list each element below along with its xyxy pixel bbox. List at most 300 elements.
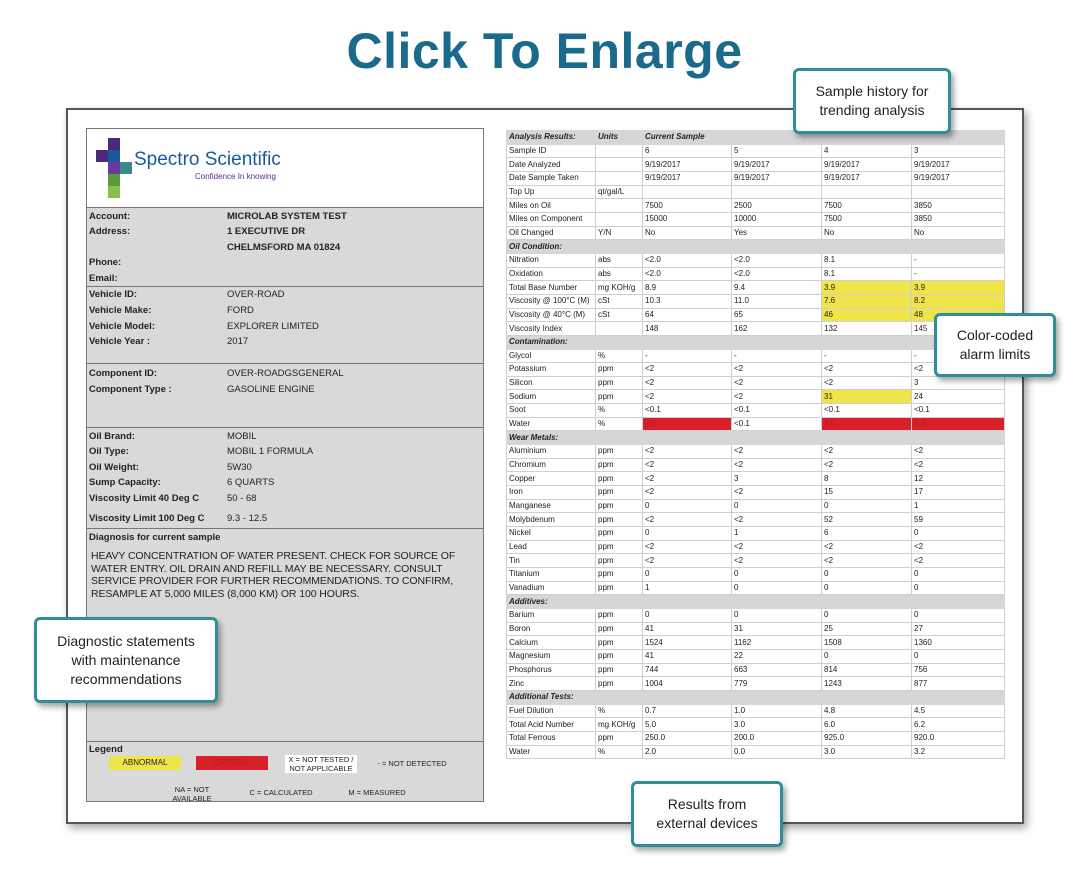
- parameter-cell: Manganese: [507, 499, 596, 513]
- value-cell: <2: [732, 363, 822, 377]
- value-cell: 0: [732, 581, 822, 595]
- value-cell: <0.1: [732, 417, 822, 431]
- value-cell: 15000: [643, 212, 732, 226]
- table-section-row: [507, 240, 1005, 254]
- address-label: Address:: [89, 226, 131, 237]
- value-cell: 3850: [912, 212, 1005, 226]
- parameter-cell: Tin: [507, 554, 596, 568]
- parameter-cell: Oil Changed: [507, 226, 596, 240]
- phone-label: Phone:: [89, 257, 122, 268]
- value-cell: 1508: [822, 636, 912, 650]
- unit-cell: ppm: [596, 445, 643, 459]
- unit-cell: ppm: [596, 677, 643, 691]
- value-cell: -: [912, 267, 1005, 281]
- divider: [87, 741, 483, 742]
- value-cell: <2: [732, 458, 822, 472]
- value-cell: 10000: [732, 212, 822, 226]
- value-cell: <2: [912, 445, 1005, 459]
- unit-cell: ppm: [596, 472, 643, 486]
- unit-cell: [596, 212, 643, 226]
- value-cell: <2.0: [643, 253, 732, 267]
- value-cell: <2: [643, 472, 732, 486]
- table-row: [507, 581, 1005, 595]
- parameter-cell: Vanadium: [507, 581, 596, 595]
- parameter-cell: Viscosity @ 40°C (M): [507, 308, 596, 322]
- value-cell: <2: [912, 363, 1005, 377]
- value-cell: 9/19/2017: [822, 158, 912, 172]
- value-cell: 0: [732, 499, 822, 513]
- value-cell: 145: [912, 322, 1005, 336]
- value-cell: 3.2: [912, 417, 1005, 431]
- table-row: [507, 376, 1005, 390]
- value-cell: <2: [643, 554, 732, 568]
- value-cell: 3: [912, 376, 1005, 390]
- value-cell: 24: [912, 390, 1005, 404]
- headline[interactable]: Click To Enlarge: [346, 23, 743, 79]
- vehicle-model-value: EXPLORER LIMITED: [227, 321, 319, 332]
- unit-cell: ppm: [596, 581, 643, 595]
- parameter-cell: Fuel Dilution: [507, 704, 596, 718]
- company-logo: [87, 129, 483, 208]
- value-cell: <2: [822, 445, 912, 459]
- divider: [87, 427, 483, 428]
- table-row: [507, 267, 1005, 281]
- value-cell: 0: [643, 527, 732, 541]
- value-cell: 250.0: [643, 731, 732, 745]
- value-cell: 1524: [643, 636, 732, 650]
- table-row: [507, 499, 1005, 513]
- unit-cell: ppm: [596, 568, 643, 582]
- value-cell: 4.5: [912, 704, 1005, 718]
- logo-tagline: Confidence In knowing: [195, 172, 276, 181]
- parameter-cell: Iron: [507, 486, 596, 500]
- table-row: [507, 171, 1005, 185]
- value-cell: No: [643, 226, 732, 240]
- table-row: [507, 636, 1005, 650]
- value-cell: 162: [732, 322, 822, 336]
- value-cell: 3: [912, 144, 1005, 158]
- account-value: MICROLAB SYSTEM TEST: [227, 211, 347, 222]
- value-cell: <2: [732, 390, 822, 404]
- table-row: [507, 417, 1005, 431]
- parameter-cell: Viscosity @ 100°C (M): [507, 294, 596, 308]
- value-cell: 3.0: [822, 745, 912, 759]
- vehicle-make-label: Vehicle Make:: [89, 305, 152, 316]
- parameter-cell: Nickel: [507, 527, 596, 541]
- parameter-cell: Aluminium: [507, 445, 596, 459]
- vehicle-id-label: Vehicle ID:: [89, 289, 138, 300]
- value-cell: <2: [643, 486, 732, 500]
- value-cell: 200.0: [732, 731, 822, 745]
- unit-cell: ppm: [596, 499, 643, 513]
- value-cell: 3.9: [822, 281, 912, 295]
- table-row: [507, 608, 1005, 622]
- unit-cell: mg KOH/g: [596, 718, 643, 732]
- unit-cell: cSt: [596, 294, 643, 308]
- value-cell: 48: [912, 308, 1005, 322]
- value-cell: <2: [822, 540, 912, 554]
- value-cell: 9.4: [732, 281, 822, 295]
- parameter-cell: Glycol: [507, 349, 596, 363]
- value-cell: 10.3: [643, 294, 732, 308]
- logo-square: [108, 150, 120, 162]
- value-cell: <2: [643, 540, 732, 554]
- parameter-cell: Barium: [507, 608, 596, 622]
- unit-cell: ppm: [596, 390, 643, 404]
- parameter-cell: Miles on Component: [507, 212, 596, 226]
- sump-capacity-value: 6 QUARTS: [227, 477, 275, 488]
- parameter-cell: Total Base Number: [507, 281, 596, 295]
- value-cell: 3: [732, 472, 822, 486]
- value-cell: 1004: [643, 677, 732, 691]
- value-cell: <2: [732, 554, 822, 568]
- value-cell: <2: [822, 363, 912, 377]
- unit-cell: %: [596, 417, 643, 431]
- email-label: Email:: [89, 273, 118, 284]
- value-cell: 5.0: [643, 718, 732, 732]
- legend-title: Legend: [89, 744, 123, 755]
- table-row: [507, 458, 1005, 472]
- parameter-cell: Oxidation: [507, 267, 596, 281]
- oil-weight-label: Oil Weight:: [89, 462, 139, 473]
- unit-cell: [596, 158, 643, 172]
- parameter-cell: Miles on Oil: [507, 199, 596, 213]
- table-row: [507, 144, 1005, 158]
- unit-cell: ppm: [596, 486, 643, 500]
- value-cell: <2.0: [732, 267, 822, 281]
- value-cell: 25: [822, 622, 912, 636]
- value-cell: 0: [822, 568, 912, 582]
- section-label: Additional Tests:: [507, 690, 1005, 704]
- unit-cell: [596, 322, 643, 336]
- value-cell: 9/19/2017: [732, 171, 822, 185]
- value-cell: 0: [912, 608, 1005, 622]
- parameter-cell: Chromium: [507, 458, 596, 472]
- table-row: [507, 212, 1005, 226]
- oil-weight-value: 5W30: [227, 462, 252, 473]
- value-cell: 8.9: [643, 281, 732, 295]
- table-row: [507, 527, 1005, 541]
- value-cell: 1360: [912, 636, 1005, 650]
- divider: [87, 528, 483, 529]
- vehicle-year-label: Vehicle Year :: [89, 336, 151, 347]
- unit-cell: ppm: [596, 636, 643, 650]
- value-cell: 0: [912, 568, 1005, 582]
- value-cell: -: [643, 349, 732, 363]
- value-cell: 744: [643, 663, 732, 677]
- value-cell: 6.0: [822, 718, 912, 732]
- table-row: [507, 568, 1005, 582]
- unit-cell: cSt: [596, 308, 643, 322]
- table-row: [507, 253, 1005, 267]
- address-line-2: CHELMSFORD MA 01824: [227, 242, 341, 253]
- table-row: [507, 158, 1005, 172]
- value-cell: 925.0: [822, 731, 912, 745]
- legend-critical-swatch: CRITICAL: [196, 756, 268, 770]
- parameter-cell: Sample ID: [507, 144, 596, 158]
- table-row: [507, 199, 1005, 213]
- value-cell: No: [912, 226, 1005, 240]
- value-cell: 0: [643, 568, 732, 582]
- legend-not-available: NA = NOT AVAILABLE: [172, 785, 212, 803]
- table-row: [507, 554, 1005, 568]
- header-cell: Current Sample: [643, 131, 732, 145]
- unit-cell: %: [596, 704, 643, 718]
- value-cell: No: [822, 226, 912, 240]
- table-row: [507, 308, 1005, 322]
- value-cell: 59: [912, 513, 1005, 527]
- value-cell: 756: [912, 663, 1005, 677]
- callout-external-devices: Results from external devices: [631, 781, 783, 847]
- section-label: Additives:: [507, 595, 1005, 609]
- unit-cell: ppm: [596, 554, 643, 568]
- value-cell: <2: [643, 376, 732, 390]
- value-cell: 9/19/2017: [643, 158, 732, 172]
- value-cell: <2: [822, 458, 912, 472]
- value-cell: 17: [912, 486, 1005, 500]
- value-cell: 3.0: [822, 417, 912, 431]
- value-cell: Yes: [732, 226, 822, 240]
- value-cell: <2: [732, 445, 822, 459]
- parameter-cell: Soot: [507, 404, 596, 418]
- value-cell: <2: [732, 513, 822, 527]
- unit-cell: abs: [596, 267, 643, 281]
- value-cell: <2: [912, 458, 1005, 472]
- value-cell: -: [912, 349, 1005, 363]
- value-cell: 132: [822, 322, 912, 336]
- parameter-cell: Lead: [507, 540, 596, 554]
- section-label: Oil Condition:: [507, 240, 1005, 254]
- value-cell: <2: [822, 376, 912, 390]
- value-cell: 9/19/2017: [643, 171, 732, 185]
- unit-cell: ppm: [596, 376, 643, 390]
- diagnosis-title: Diagnosis for current sample: [89, 532, 221, 543]
- unit-cell: qt/gal/L: [596, 185, 643, 199]
- viscosity-limit-40-label: Viscosity Limit 40 Deg C: [89, 493, 200, 504]
- value-cell: <2.0: [643, 267, 732, 281]
- parameter-cell: Calcium: [507, 636, 596, 650]
- value-cell: [912, 185, 1005, 199]
- section-label: Contamination:: [507, 335, 1005, 349]
- legend-not-tested: X = NOT TESTED / NOT APPLICABLE: [285, 755, 357, 773]
- value-cell: <2: [732, 376, 822, 390]
- unit-cell: ppm: [596, 458, 643, 472]
- table-row: [507, 677, 1005, 691]
- table-row: [507, 472, 1005, 486]
- value-cell: 46: [822, 308, 912, 322]
- parameter-cell: Boron: [507, 622, 596, 636]
- value-cell: [732, 185, 822, 199]
- value-cell: 0.7: [643, 704, 732, 718]
- component-id-label: Component ID:: [89, 368, 158, 379]
- parameter-cell: Phosphorus: [507, 663, 596, 677]
- value-cell: 0: [822, 649, 912, 663]
- value-cell: 2500: [732, 199, 822, 213]
- table-row: [507, 731, 1005, 745]
- legend-not-detected: - = NOT DETECTED: [377, 759, 447, 768]
- logo-square: [108, 186, 120, 198]
- value-cell: 52: [822, 513, 912, 527]
- value-cell: 814: [822, 663, 912, 677]
- value-cell: 0: [643, 499, 732, 513]
- value-cell: 27: [912, 622, 1005, 636]
- unit-cell: ppm: [596, 608, 643, 622]
- parameter-cell: Molybdenum: [507, 513, 596, 527]
- viscosity-limit-40-value: 50 - 68: [227, 493, 257, 504]
- table-section-row: [507, 431, 1005, 445]
- parameter-cell: Water: [507, 745, 596, 759]
- value-cell: <2: [912, 554, 1005, 568]
- value-cell: 9/19/2017: [912, 158, 1005, 172]
- value-cell: 0: [732, 568, 822, 582]
- value-cell: 64: [643, 308, 732, 322]
- unit-cell: abs: [596, 253, 643, 267]
- table-row: [507, 622, 1005, 636]
- value-cell: 0: [822, 581, 912, 595]
- callout-sample-history: Sample history for trending analysis: [793, 68, 951, 134]
- oil-brand-value: MOBIL: [227, 431, 257, 442]
- value-cell: 41: [643, 622, 732, 636]
- component-type-label: Component Type :: [89, 384, 172, 395]
- value-cell: 0: [912, 649, 1005, 663]
- table-section-row: [507, 690, 1005, 704]
- unit-cell: ppm: [596, 731, 643, 745]
- value-cell: 65: [732, 308, 822, 322]
- oil-brand-label: Oil Brand:: [89, 431, 135, 442]
- unit-cell: ppm: [596, 540, 643, 554]
- value-cell: 11.0: [732, 294, 822, 308]
- value-cell: 6: [822, 527, 912, 541]
- logo-square: [120, 162, 132, 174]
- value-cell: 12: [912, 472, 1005, 486]
- header-cell: Analysis Results:: [507, 131, 596, 145]
- value-cell: 7500: [643, 199, 732, 213]
- table-row: [507, 294, 1005, 308]
- parameter-cell: Sodium: [507, 390, 596, 404]
- value-cell: 920.0: [912, 731, 1005, 745]
- value-cell: 2.0: [643, 417, 732, 431]
- legend-measured: M = MEASURED: [348, 788, 406, 797]
- value-cell: 0.0: [732, 745, 822, 759]
- table-row: [507, 445, 1005, 459]
- value-cell: <2: [822, 554, 912, 568]
- value-cell: 0: [912, 581, 1005, 595]
- value-cell: 8.2: [912, 294, 1005, 308]
- vehicle-model-label: Vehicle Model:: [89, 321, 155, 332]
- value-cell: <0.1: [732, 404, 822, 418]
- value-cell: 9/19/2017: [732, 158, 822, 172]
- legend-calculated: C = CALCULATED: [249, 788, 313, 797]
- parameter-cell: Total Ferrous: [507, 731, 596, 745]
- unit-cell: %: [596, 349, 643, 363]
- value-cell: [643, 185, 732, 199]
- value-cell: 1.0: [732, 704, 822, 718]
- value-cell: 2.0: [643, 745, 732, 759]
- component-type-value: GASOLINE ENGINE: [227, 384, 315, 395]
- table-row: [507, 390, 1005, 404]
- value-cell: <2: [643, 390, 732, 404]
- callout-alarm-limits: Color-coded alarm limits: [934, 313, 1056, 377]
- parameter-cell: Date Sample Taken: [507, 171, 596, 185]
- value-cell: 6: [643, 144, 732, 158]
- value-cell: <2.0: [732, 253, 822, 267]
- unit-cell: ppm: [596, 527, 643, 541]
- unit-cell: %: [596, 745, 643, 759]
- unit-cell: [596, 199, 643, 213]
- vehicle-id-value: OVER-ROAD: [227, 289, 285, 300]
- logo-square: [108, 138, 120, 150]
- table-row: [507, 185, 1005, 199]
- vehicle-make-value: FORD: [227, 305, 254, 316]
- value-cell: 9/19/2017: [822, 171, 912, 185]
- value-cell: 0: [912, 527, 1005, 541]
- table-row: [507, 322, 1005, 336]
- parameter-cell: Nitration: [507, 253, 596, 267]
- table-row: [507, 486, 1005, 500]
- value-cell: <2: [732, 486, 822, 500]
- value-cell: <2: [912, 540, 1005, 554]
- unit-cell: ppm: [596, 513, 643, 527]
- viscosity-limit-100-label: Viscosity Limit 100 Deg C: [89, 513, 205, 524]
- value-cell: 877: [912, 677, 1005, 691]
- value-cell: 0: [732, 608, 822, 622]
- divider: [87, 363, 483, 364]
- viscosity-limit-100-value: 9.3 - 12.5: [227, 513, 268, 524]
- parameter-cell: Total Acid Number: [507, 718, 596, 732]
- value-cell: 3850: [912, 199, 1005, 213]
- section-label: Wear Metals:: [507, 431, 1005, 445]
- value-cell: 0: [822, 608, 912, 622]
- value-cell: 3.2: [912, 745, 1005, 759]
- parameter-cell: Magnesium: [507, 649, 596, 663]
- parameter-cell: Date Analyzed: [507, 158, 596, 172]
- value-cell: 8.1: [822, 253, 912, 267]
- parameter-cell: Silicon: [507, 376, 596, 390]
- value-cell: <0.1: [912, 404, 1005, 418]
- value-cell: 41: [643, 649, 732, 663]
- value-cell: -: [732, 349, 822, 363]
- parameter-cell: Potassium: [507, 363, 596, 377]
- value-cell: <2: [643, 458, 732, 472]
- value-cell: 31: [732, 622, 822, 636]
- value-cell: <2: [732, 540, 822, 554]
- value-cell: [822, 185, 912, 199]
- value-cell: 148: [643, 322, 732, 336]
- address-line-1: 1 EXECUTIVE DR: [227, 226, 306, 237]
- table-row: [507, 363, 1005, 377]
- unit-cell: ppm: [596, 663, 643, 677]
- value-cell: 9/19/2017: [912, 171, 1005, 185]
- unit-cell: Y/N: [596, 226, 643, 240]
- sump-capacity-label: Sump Capacity:: [89, 477, 161, 488]
- value-cell: 7.6: [822, 294, 912, 308]
- value-cell: 1: [732, 527, 822, 541]
- parameter-cell: Top Up: [507, 185, 596, 199]
- value-cell: <2: [643, 513, 732, 527]
- table-section-row: [507, 335, 1005, 349]
- value-cell: 31: [822, 390, 912, 404]
- parameter-cell: Copper: [507, 472, 596, 486]
- unit-cell: %: [596, 404, 643, 418]
- table-section-row: [507, 595, 1005, 609]
- table-row: [507, 226, 1005, 240]
- unit-cell: ppm: [596, 649, 643, 663]
- table-row: [507, 649, 1005, 663]
- value-cell: 3.9: [912, 281, 1005, 295]
- value-cell: 8: [822, 472, 912, 486]
- legend-abnormal-swatch: ABNORMAL: [109, 756, 181, 770]
- logo-square: [96, 150, 108, 162]
